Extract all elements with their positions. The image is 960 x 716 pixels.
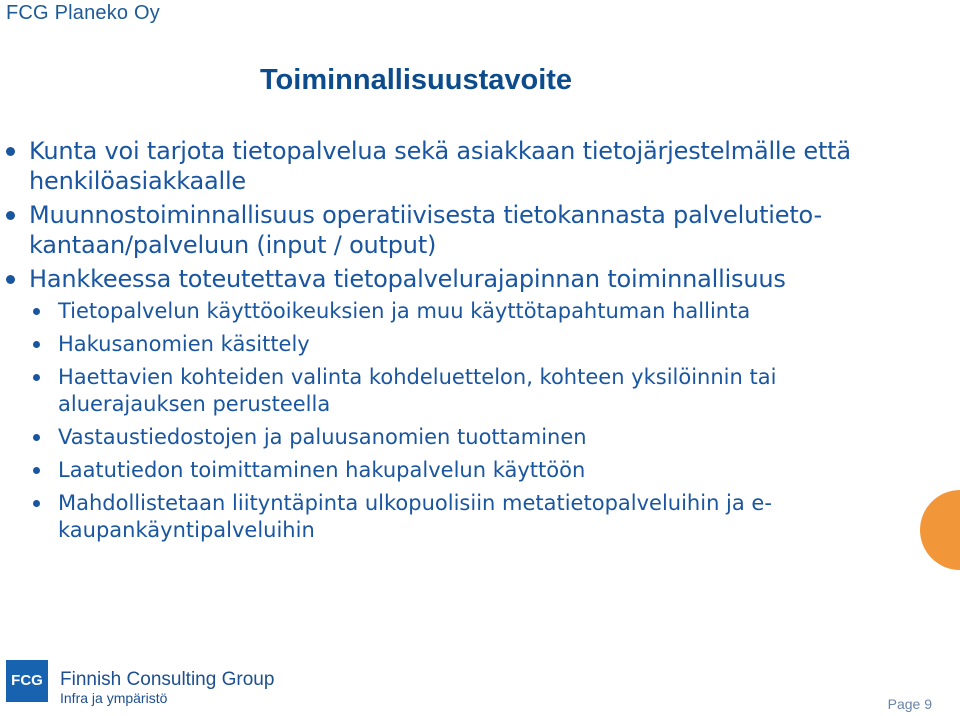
sub-bullet-item: Tietopalvelun käyttöoikeuksien ja muu käyttötapahtuman hallinta bbox=[0, 298, 930, 325]
sub-bullet-item: Haettavien kohteiden valinta kohdeluettelon, kohteen yksilöinnin tai aluerajauksen perusteella bbox=[0, 364, 930, 418]
bullet-item: Hankkeessa toteutettava tietopalvelurajapinnan toiminnallisuus bbox=[0, 264, 930, 294]
sub-bullet-item: Mahdollistetaan liityntäpinta ulkopuolisiin metatietopalveluihin ja e-kaupankäyntipalveluihin bbox=[0, 490, 930, 544]
sub-bullet-item: Vastaustiedostojen ja paluusanomien tuottaminen bbox=[0, 424, 930, 451]
footer-company-name: Finnish Consulting Group bbox=[60, 669, 275, 690]
page-number: Page 9 bbox=[887, 696, 932, 712]
bullet-item: Kunta voi tarjota tietopalvelua sekä asiakkaan tietojärjestelmälle että henkilöasiakkaalle bbox=[0, 136, 930, 196]
slide-title: Toiminnallisuustavoite bbox=[260, 64, 573, 96]
sub-bullet-item: Laatutiedon toimittaminen hakupalvelun käyttöön bbox=[0, 457, 930, 484]
company-header: FCG Planeko Oy bbox=[6, 2, 160, 24]
bullet-list bbox=[0, 136, 930, 550]
fcg-logo: FCG bbox=[6, 660, 48, 702]
sub-bullet-item: Hakusanomien käsittely bbox=[0, 331, 930, 358]
bullet-item: Muunnostoiminnallisuus operatiivisesta tietokannasta palvelutieto-kantaan/palveluun (input / output) bbox=[0, 200, 930, 260]
footer-subtitle: Infra ja ympäristö bbox=[60, 690, 168, 706]
